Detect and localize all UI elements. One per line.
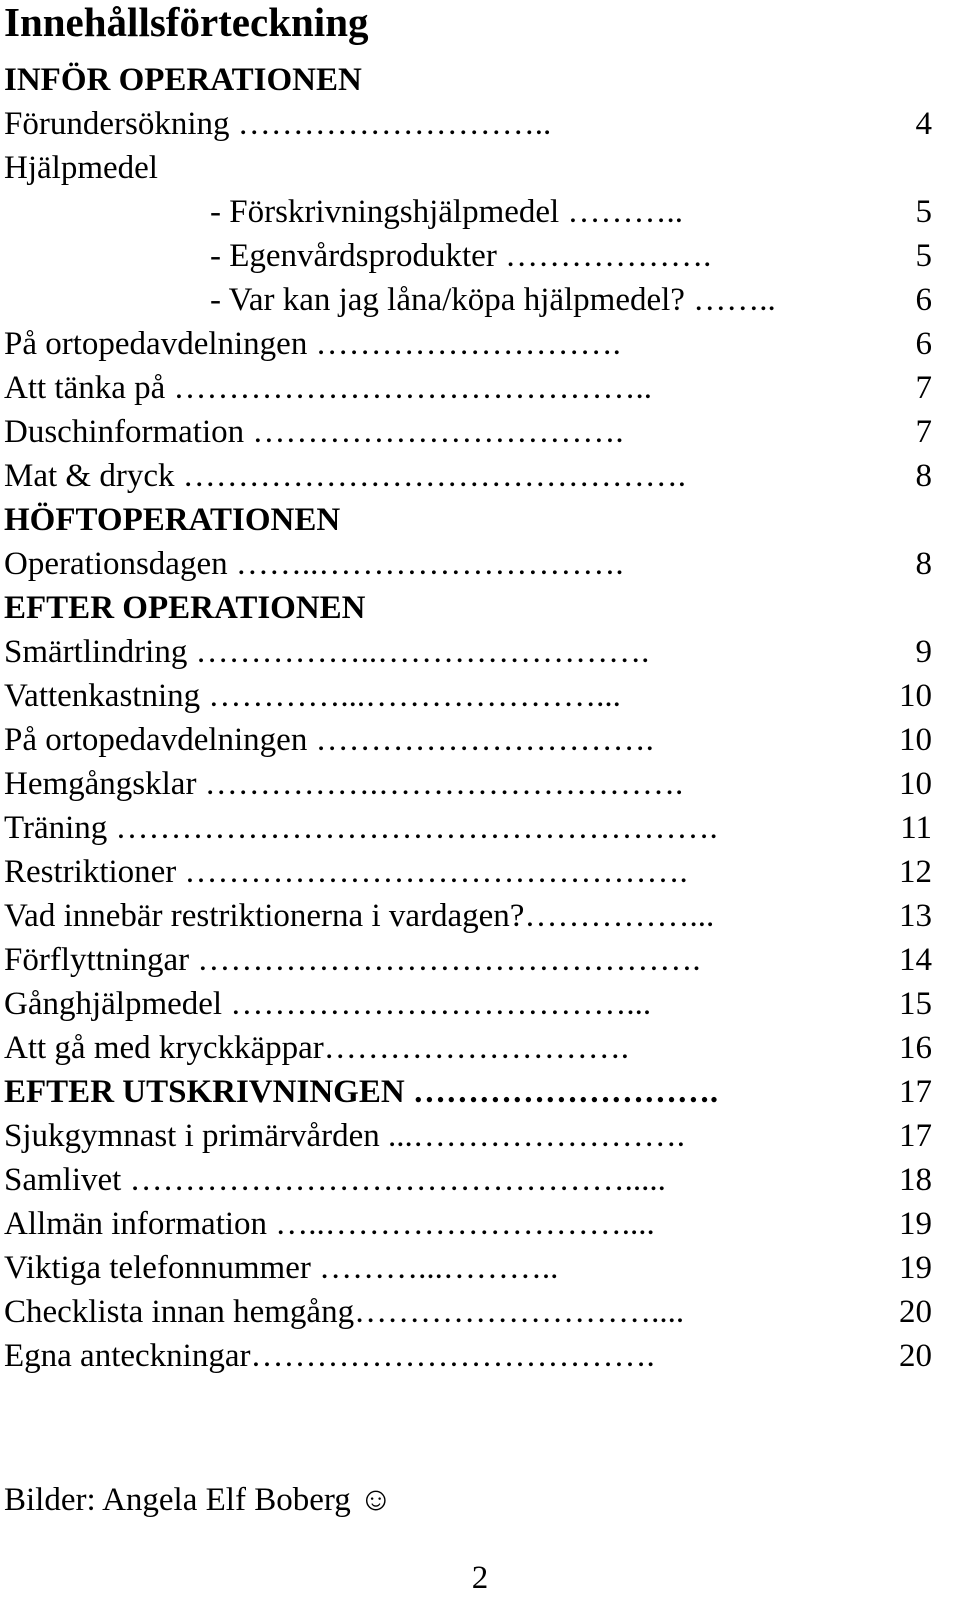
toc-entry <box>0 982 960 1026</box>
toc-entry-label: Gånghjälpmedel ………………………………... <box>4 986 652 1022</box>
toc-entry-label: Vattenkastning …………...…………………... <box>4 678 621 714</box>
toc-entry <box>0 146 960 190</box>
toc-entry-label: Att tänka på …………………………………….. <box>4 370 653 406</box>
toc-entry-page-number: 20 <box>899 1338 932 1374</box>
toc-section-heading <box>0 1070 960 1114</box>
toc-entry-page-number: 16 <box>899 1030 932 1066</box>
toc-entry-page-number: 15 <box>899 986 932 1022</box>
toc-entry-label: Operationsdagen ……..………………………. <box>4 546 624 582</box>
toc-entry <box>0 366 960 410</box>
toc-entry-page-number: 9 <box>915 634 932 670</box>
toc-entry <box>0 1114 960 1158</box>
toc-entry-label: EFTER OPERATIONEN <box>4 590 366 626</box>
toc-entry <box>0 1290 960 1334</box>
toc-entry-page-number: 5 <box>915 194 932 230</box>
toc-entry-label: Hjälpmedel <box>4 150 158 186</box>
toc-entry-page-number: 17 <box>899 1118 932 1154</box>
toc-entry-label: Egna anteckningar………………………………. <box>4 1338 655 1374</box>
toc-entry-label: Hemgångsklar …………….………………………. <box>4 766 684 802</box>
toc-entry-page-number: 5 <box>915 238 932 274</box>
toc-entry-label: Allmän information …..……………………….... <box>4 1206 655 1242</box>
toc-entry-page-number: 7 <box>915 414 932 450</box>
toc-entry-label: Samlivet ………………………………………..... <box>4 1162 666 1198</box>
toc-entry-page-number: 14 <box>899 942 932 978</box>
toc-entry-label: Förundersökning ……………………….. <box>4 106 552 142</box>
toc-section-heading <box>0 58 960 102</box>
toc-entry-page-number: 7 <box>915 370 932 406</box>
image-credit: Bilder: Angela Elf Boberg ☺ <box>4 1482 393 1518</box>
toc-entry-label: Träning ………………………………………………. <box>4 810 718 846</box>
toc-entry <box>0 806 960 850</box>
toc-entry <box>0 190 960 234</box>
toc-entry-page-number: 13 <box>899 898 932 934</box>
toc-entry-label: Checklista innan hemgång……………………….... <box>4 1294 685 1330</box>
toc-entry-page-number: 6 <box>915 282 932 318</box>
toc-entry-label: Viktiga telefonnummer ………...……….. <box>4 1250 559 1286</box>
toc-entry-label: Förflyttningar ………………………………………. <box>4 942 701 978</box>
page-title: Innehållsförteckning <box>4 0 369 45</box>
toc-entry-label: Sjukgymnast i primärvården ...……………………. <box>4 1118 686 1154</box>
toc-entry-page-number: 4 <box>915 106 932 142</box>
toc-entry <box>0 1246 960 1290</box>
toc-entry-label: INFÖR OPERATIONEN <box>4 62 362 98</box>
toc-entry <box>0 1158 960 1202</box>
toc-entry <box>0 1334 960 1378</box>
toc-entry <box>0 850 960 894</box>
toc-entry-page-number: 17 <box>899 1074 932 1110</box>
toc-entry-page-number: 10 <box>899 678 932 714</box>
toc-entry-page-number: 10 <box>899 766 932 802</box>
toc-entry <box>0 234 960 278</box>
toc-entry-label: Vad innebär restriktionerna i vardagen?……………... <box>4 898 715 934</box>
toc-entry-label: - Förskrivningshjälpmedel ……….. <box>210 194 683 230</box>
toc-entry <box>0 938 960 982</box>
toc-entry-page-number: 10 <box>899 722 932 758</box>
toc-entry-page-number: 12 <box>899 854 932 890</box>
toc-entry-page-number: 11 <box>900 810 932 846</box>
toc-entry-label: Smärtlindring ……………..……………………. <box>4 634 650 670</box>
toc-entry <box>0 1026 960 1070</box>
toc-entry <box>0 630 960 674</box>
toc-entry <box>0 1202 960 1246</box>
toc-entry-label: HÖFTOPERATIONEN <box>4 502 341 538</box>
toc-section-heading <box>0 586 960 630</box>
toc-entry <box>0 762 960 806</box>
toc-entry-page-number: 20 <box>899 1294 932 1330</box>
toc-entry <box>0 542 960 586</box>
toc-section-heading <box>0 498 960 542</box>
toc-entry-label: - Egenvårdsprodukter ………………. <box>210 238 712 274</box>
toc-entry <box>0 718 960 762</box>
toc-entry-label: EFTER UTSKRIVNINGEN ………………………. <box>4 1074 719 1110</box>
toc-entry-page-number: 19 <box>899 1250 932 1286</box>
toc-entry <box>0 674 960 718</box>
toc-entry-page-number: 19 <box>899 1206 932 1242</box>
toc-entry-label: Duschinformation ……………………………. <box>4 414 624 450</box>
toc-entry <box>0 894 960 938</box>
toc-entry <box>0 454 960 498</box>
toc-entry-label: På ortopedavdelningen ………………………. <box>4 326 621 362</box>
toc-entry-page-number: 8 <box>915 546 932 582</box>
toc-entry <box>0 278 960 322</box>
toc-entry-label: Att gå med kryckkäppar………………………. <box>4 1030 630 1066</box>
toc-entry-label: Restriktioner ………………………………………. <box>4 854 688 890</box>
toc-entry-page-number: 8 <box>915 458 932 494</box>
toc-entry-page-number: 18 <box>899 1162 932 1198</box>
toc-entry <box>0 102 960 146</box>
toc-entry <box>0 322 960 366</box>
toc-entry-label: På ortopedavdelningen …………………………. <box>4 722 654 758</box>
toc-entry-label: Mat & dryck ………………………………………. <box>4 458 686 494</box>
toc-entry-page-number: 6 <box>915 326 932 362</box>
table-of-contents <box>0 58 960 1378</box>
toc-entry-label: - Var kan jag låna/köpa hjälpmedel? …….. <box>210 282 776 318</box>
page-number: 2 <box>471 1560 489 1596</box>
toc-entry <box>0 410 960 454</box>
